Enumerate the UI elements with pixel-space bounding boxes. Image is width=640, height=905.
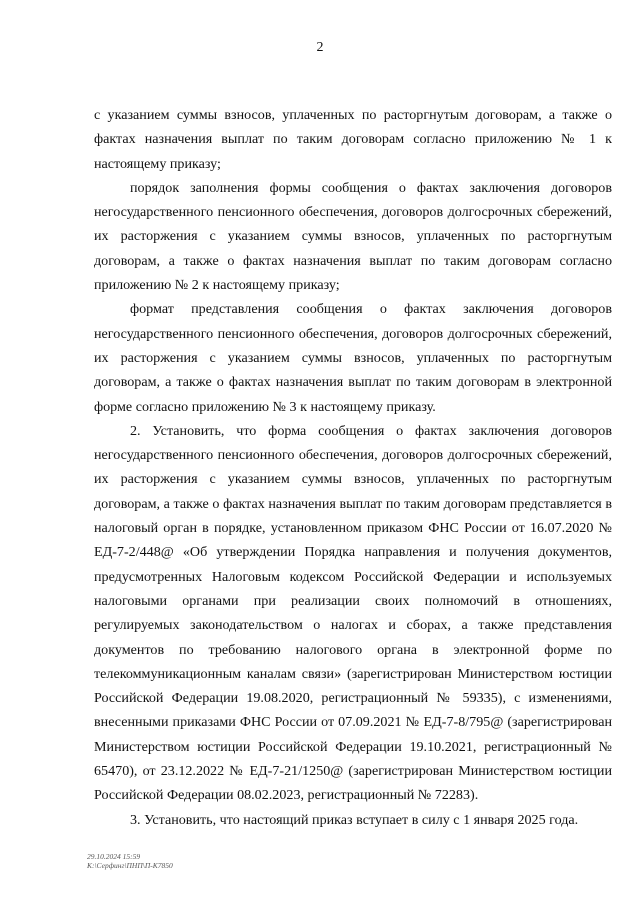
file-stamp-footer: [87, 852, 173, 870]
paragraph-clause-3: 3. Установить, что настоящий приказ вступает в силу с 1 января 2025 года.: [130, 811, 579, 828]
paragraph-format: формат представления сообщения о фактах заключения договоров негосударственного пенсионного обеспечения, договоров долгосрочных сбережений, их расторжения с указанием суммы взносов, уплаченных по расторгнутым договорам, а также о фактах назначения выплат по таким договорам в электронной форме согласно приложению № 3 к настоящему приказу.: [94, 301, 612, 415]
footer-timestamp: 29.10.2024 15:59: [87, 852, 141, 861]
paragraph-continuation: с указанием суммы взносов, уплаченных по расторгнутым договорам, а также о фактах назначения выплат по таким договорам согласно приложению № 1 к настоящему приказу;: [94, 107, 612, 172]
paragraph-fill-order: порядок заполнения формы сообщения о фактах заключения договоров негосударственного пенсионного обеспечения, договоров долгосрочных сбережений, их расторжения с указанием суммы взносов, уплаченных по расторгнутым договорам, а также о фактах назначения выплат по таким договорам согласно приложению № 2 к настоящему приказу;: [94, 179, 612, 294]
document-body: [94, 103, 612, 832]
paragraph-clause-2: 2. Установить, что форма сообщения о фактах заключения договоров негосударственного пенсионного обеспечения, договоров долгосрочных сбережений, их расторжения с указанием суммы взносов, уплаченных по расторгнутым договорам, а также о фактах назначения выплат по таким договорам представляется в налоговый орган в порядке, установленном приказом ФНС России от 16.07.2020 № ЕД-7-2/448@ «Об утверждении Порядка направления и получения документов, предусмотренных Налоговым кодексом Российской Федерации и используемых налоговыми органами при реализации своих полномочий в отношениях, регулируемых законодательством о налогах и сборах, а также представления документов по требованию налогового органа в электронной форме по телекоммуникационным каналам связи» (зарегистрирован Министерством юстиции Российской Федерации 19.08.2020, регистрационный № 59335), с изменениями, внесенными приказами ФНС России от 07.09.2021 № ЕД-7-8/795@ (зарегистрирован Министерством юстиции Российской Федерации 19.10.2021, регистрационный № 65470), от 23.12.2022 № ЕД-7-21/1250@ (зарегистрирован Министерством юстиции Российской Федерации 08.02.2023, регистрационный № 72283).: [94, 422, 612, 804]
footer-file-path: К:\Серфинг\ПНП\П-К7850: [87, 861, 173, 870]
page-number: 2: [316, 40, 324, 55]
